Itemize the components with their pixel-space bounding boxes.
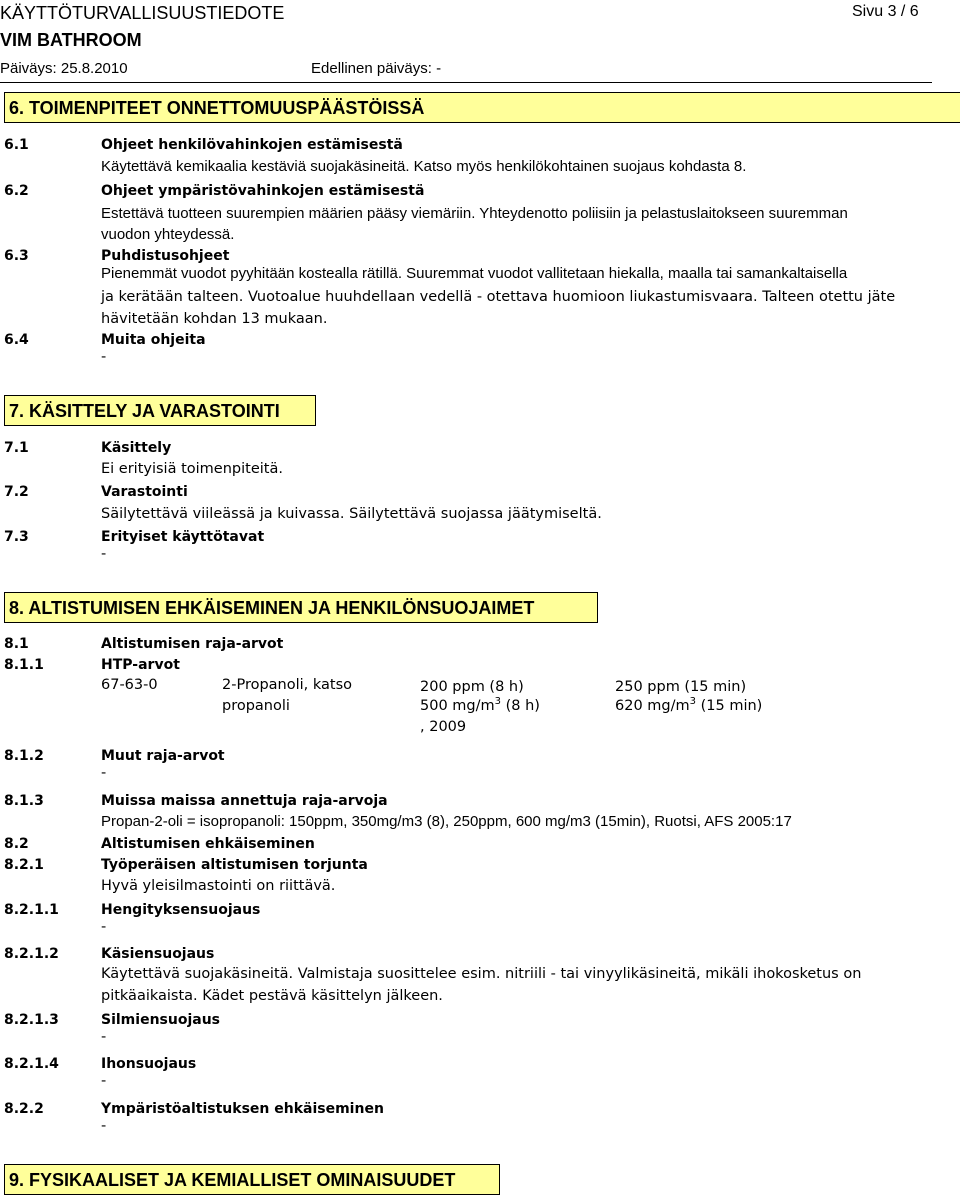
- document-title: KÄYTTÖTURVALLISUUSTIEDOTE: [0, 3, 285, 23]
- paragraph: Propan-2-oli = isopropanoli: 150ppm, 350mg/m3 (8), 250ppm, 600 mg/m3 (15min), Ruotsi, AFS 2005:17: [101, 813, 792, 830]
- limit-value: 500 $mg/m^3$ (8 h): [420, 696, 540, 714]
- subsection-heading: Silmiensuojaus: [101, 1012, 220, 1028]
- substance-name: 2-Propanoli, katso: [222, 677, 353, 693]
- subsection-heading: Käsiensuojaus: [101, 946, 215, 962]
- section-8-title: 8. ALTISTUMISEN EHKÄISEMINEN JA HENKILÖNSUOJAIMET: [9, 598, 535, 618]
- item-number: 8.2: [4, 836, 29, 852]
- subsection-heading: Ympäristöaltistuksen ehkäiseminen: [101, 1101, 384, 1117]
- item-number: 6.2: [4, 183, 29, 199]
- subsection-heading: Käsittely: [101, 440, 172, 456]
- subsection-heading: Erityiset käyttötavat: [101, 529, 265, 545]
- paragraph: -: [101, 765, 107, 781]
- limit-value: 620 $mg/m^3$ (15 min): [615, 696, 763, 714]
- item-number: 6.1: [4, 137, 29, 153]
- paragraph: -: [101, 1029, 107, 1045]
- paragraph: -: [101, 1118, 107, 1134]
- header-divider: [0, 82, 932, 83]
- product-name: VIM BATHROOM: [0, 30, 142, 50]
- subsection-heading: Puhdistusohjeet: [101, 248, 230, 264]
- subsection-heading: Varastointi: [101, 484, 188, 500]
- paragraph: Ei erityisiä toimenpiteitä.: [101, 461, 283, 477]
- subsection-heading: Ohjeet ympäristövahinkojen estämisestä: [101, 183, 425, 199]
- paragraph: Käytettävä suojakäsineitä. Valmistaja suosittelee esim. nitriili - tai vinyylikäsineitä, mikäli ihokosketus on: [101, 966, 862, 982]
- subsection-heading: HTP-arvot: [101, 657, 180, 673]
- item-number: 8.1: [4, 636, 29, 652]
- paragraph: -: [101, 546, 107, 562]
- section-7-heading: [4, 395, 316, 426]
- paragraph: Hyvä yleisilmastointi on riittävä.: [101, 878, 336, 894]
- item-number: 8.2.1.3: [4, 1012, 59, 1028]
- item-number: 7.3: [4, 529, 29, 545]
- paragraph: -: [101, 349, 107, 365]
- subsection-heading: Altistumisen raja-arvot: [101, 636, 284, 652]
- subsection-heading: Muissa maissa annettuja raja-arvoja: [101, 793, 388, 809]
- item-number: 8.2.2: [4, 1101, 44, 1117]
- previous-date: Edellinen päiväys: -: [311, 60, 442, 77]
- item-number: 8.2.1.4: [4, 1056, 59, 1072]
- section-7-title: 7. KÄSITTELY JA VARASTOINTI: [9, 401, 280, 421]
- item-number: 6.3: [4, 248, 29, 264]
- limit-value: 250 ppm (15 min): [615, 679, 747, 695]
- cas-number: 67-63-0: [101, 677, 158, 693]
- subsection-heading: Ihonsuojaus: [101, 1056, 197, 1072]
- paragraph: Käytettävä kemikaalia kestäviä suojakäsineitä. Katso myös henkilökohtainen suojaus kohdasta 8.: [101, 158, 747, 175]
- paragraph: -: [101, 919, 107, 935]
- paragraph: -: [101, 1073, 107, 1089]
- section-8-heading: [4, 592, 598, 623]
- subsection-heading: Muut raja-arvot: [101, 748, 225, 764]
- substance-name: propanoli: [222, 698, 290, 714]
- section-6-title: 6. TOIMENPITEET ONNETTOMUUSPÄÄSTÖISSÄ: [9, 98, 425, 118]
- paragraph: vuodon yhteydessä.: [101, 226, 235, 243]
- date: Päiväys: 25.8.2010: [0, 60, 128, 77]
- item-number: 8.2.1.1: [4, 902, 59, 918]
- item-number: 8.2.1: [4, 857, 44, 873]
- limit-value: 200 ppm (8 h): [420, 679, 524, 695]
- item-number: 8.1.3: [4, 793, 44, 809]
- subsection-heading: Hengityksensuojaus: [101, 902, 261, 918]
- paragraph: Säilytettävä viileässä ja kuivassa. Säilytettävä suojassa jäätymiseltä.: [101, 506, 602, 522]
- paragraph: hävitetään kohdan 13 mukaan.: [101, 311, 328, 327]
- section-6-heading: [4, 92, 960, 123]
- item-number: 6.4: [4, 332, 29, 348]
- page-number: Sivu 3 / 6: [852, 3, 919, 20]
- paragraph: pitkäaikaista. Kädet pestävä käsittelyn jälkeen.: [101, 988, 443, 1004]
- subsection-heading: Työperäisen altistumisen torjunta: [101, 857, 368, 873]
- subsection-heading: Altistumisen ehkäiseminen: [101, 836, 315, 852]
- paragraph: Pienemmät vuodot pyyhitään kostealla rätillä. Suuremmat vuodot vallitetaan hiekalla, maalla tai samankaltaisella: [101, 265, 848, 282]
- item-number: 8.1.1: [4, 657, 44, 673]
- item-number: 8.1.2: [4, 748, 44, 764]
- paragraph: ja kerätään talteen. Vuotoalue huuhdellaan vedellä - otettava huomioon liukastumisvaara. Talteen otettu jäte: [101, 289, 896, 305]
- section-9-heading: [4, 1164, 500, 1195]
- item-number: 7.2: [4, 484, 29, 500]
- section-9-title: 9. FYSIKAALISET JA KEMIALLISET OMINAISUUDET: [9, 1170, 456, 1190]
- item-number: 7.1: [4, 440, 29, 456]
- paragraph: Estettävä tuotteen suurempien määrien pääsy viemäriin. Yhteydenotto poliisiin ja pelastuslaitokseen suuremman: [101, 205, 848, 222]
- limit-year: , 2009: [420, 719, 467, 735]
- item-number: 8.2.1.2: [4, 946, 59, 962]
- subsection-heading: Muita ohjeita: [101, 332, 206, 348]
- subsection-heading: Ohjeet henkilövahinkojen estämisestä: [101, 137, 403, 153]
